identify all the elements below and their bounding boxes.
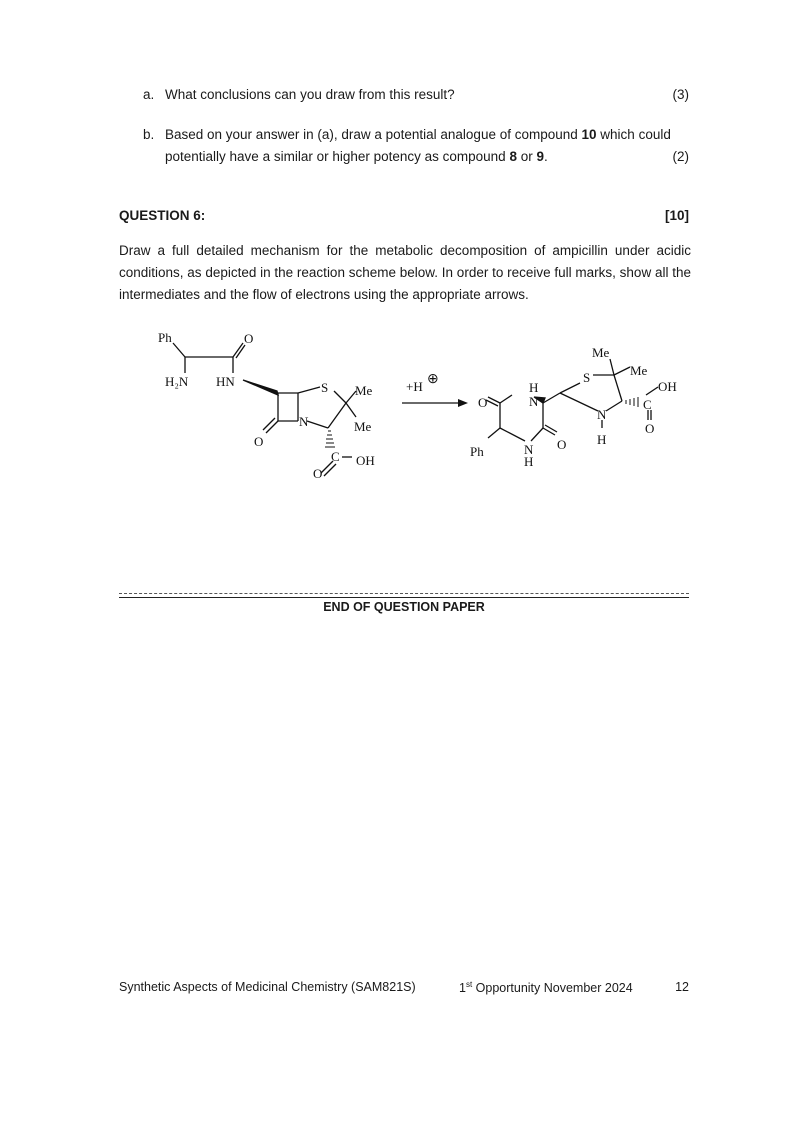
label-n: N	[529, 394, 539, 409]
item-letter: b.	[143, 127, 155, 142]
reagent-label: +H	[406, 379, 423, 394]
item-text	[165, 124, 689, 168]
item-text-line-1: Based on your answer in (a), draw a potential analogue of compound 10 which could	[165, 127, 671, 142]
label-s: S	[583, 370, 591, 385]
ampicillin-labels	[158, 330, 375, 481]
item-marks: (2)	[672, 149, 689, 164]
label-n: N	[524, 442, 534, 457]
label-ph: Ph	[470, 444, 484, 459]
footer-course-title: Synthetic Aspects of Medicinal Chemistry (SAM821S)	[119, 980, 416, 994]
label-n: N	[597, 407, 607, 422]
item-text: What conclusions can you draw from this result?	[165, 87, 455, 102]
label-c: C	[331, 449, 340, 464]
compound-ref-10: 10	[581, 127, 597, 142]
proton-charge-icon: ⊕	[427, 372, 439, 387]
label-hn: HN	[216, 374, 235, 389]
label-h2n: H₂N	[165, 374, 189, 389]
label-n: N	[299, 414, 309, 429]
label-o: O	[313, 466, 323, 481]
label-o: O	[645, 421, 655, 436]
end-divider-dashed	[119, 593, 689, 594]
question-item-b	[143, 124, 689, 168]
question-item-a	[143, 84, 689, 106]
label-s: S	[321, 380, 329, 395]
compound-ref-8: 8	[509, 149, 517, 164]
ampicillin-structure	[173, 343, 356, 476]
label-me: Me	[355, 383, 373, 398]
label-o: O	[254, 434, 264, 449]
label-oh: OH	[356, 453, 375, 468]
label-me: Me	[592, 345, 610, 360]
label-o: O	[557, 437, 567, 452]
product-labels	[470, 345, 677, 469]
footer-page-number: 12	[675, 980, 689, 994]
label-c: C	[643, 397, 652, 412]
label-h: H	[524, 454, 534, 469]
label-o: O	[244, 331, 254, 346]
label-ph: Ph	[158, 330, 172, 345]
label-o: O	[478, 395, 488, 410]
end-of-paper-label: END OF QUESTION PAPER	[323, 600, 485, 614]
item-text-line-2: potentially have a similar or higher potency as compound 8 or 9.	[165, 149, 548, 164]
label-me: Me	[354, 419, 372, 434]
question-total-marks: [10]	[664, 208, 689, 223]
end-divider	[119, 597, 689, 598]
footer-opportunity: 1st Opportunity November 2024	[459, 980, 633, 996]
reaction-scheme	[140, 325, 700, 485]
reaction-arrow	[402, 399, 468, 407]
item-marks: (3)	[672, 87, 689, 102]
label-h: H	[597, 432, 607, 447]
label-h: H	[529, 380, 539, 395]
item-letter: a.	[143, 87, 155, 102]
label-me: Me	[630, 363, 648, 378]
question-heading: QUESTION 6:	[119, 208, 206, 223]
question-body: Draw a full detailed mechanism for the metabolic decomposition of ampicillin under acidic conditions, as depicted in the reaction scheme below. In order to receive full marks, show all the intermediates and the flow of electrons using the appropriate arrows.	[119, 243, 691, 302]
compound-ref-9: 9	[536, 149, 544, 164]
label-oh: OH	[658, 379, 677, 394]
